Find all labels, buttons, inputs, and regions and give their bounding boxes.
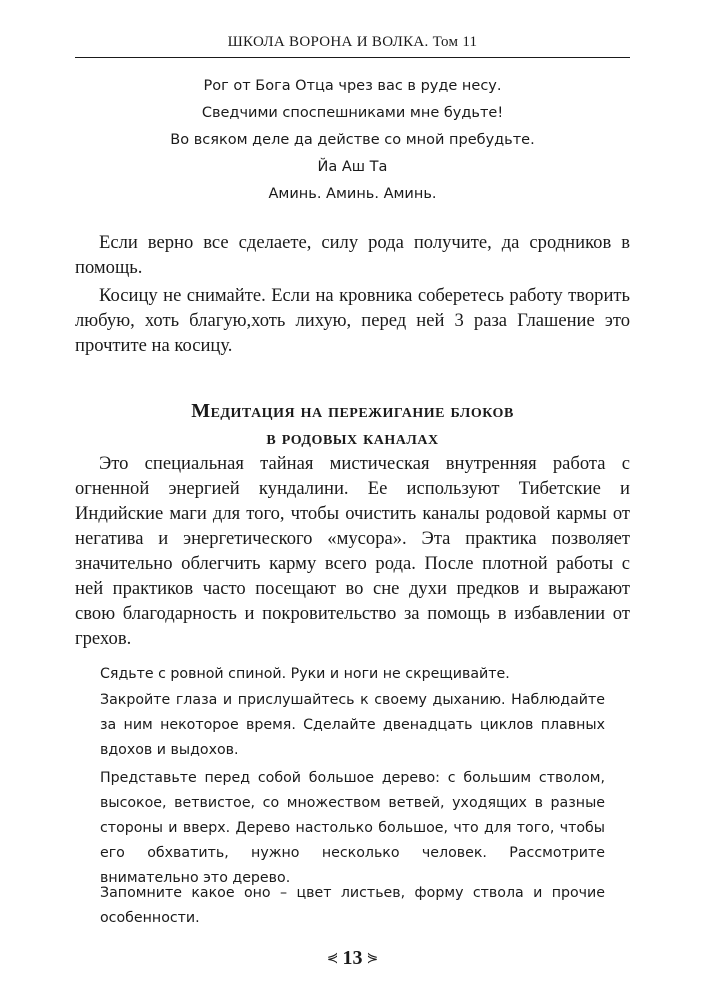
instruction-text: Закройте глаза и прислушайтесь к своему дыханию. Наблюдайте за ним некоторое время. Сделайте двенадцать циклов плавных вдохов и выдохов. (100, 692, 605, 758)
intro-paragraph-1 (75, 230, 630, 280)
instruction-text: Сядьте с ровной спиной. Руки и ноги не скрещивайте. (100, 666, 510, 682)
header-divider (75, 57, 630, 58)
poem-line: Сведчими споспешниками мне будьте! (201, 105, 504, 121)
instruction-item (100, 688, 605, 763)
instruction-item (100, 766, 605, 891)
paragraph-text: Если верно все сделаете, силу рода получите, да сродников в помощь. (75, 232, 630, 278)
ornament-right-icon: ⋟ (366, 951, 379, 966)
intro-paragraph-2 (75, 283, 630, 358)
section-paragraph (75, 451, 630, 651)
paragraph-text: Косицу не снимайте. Если на кровника соберетесь работу творить любую, хоть благую,хоть лихую, перед ней 3 раза Глашение это прочтите на косицу. (75, 285, 630, 356)
poem-line: Аминь. Аминь. Аминь. (268, 186, 437, 202)
instruction-text: Представьте перед собой большое дерево: с большим стволом, высокое, ветвистое, со множеством ветвей, уходящих в разные стороны и вверх. Дерево настолько большое, что для того, чтобы его обхватить, нужно несколько человек. Рассмотрите внимательно это дерево. (100, 770, 605, 886)
instruction-item (100, 662, 605, 687)
page-number-text: 13 (342, 947, 363, 969)
paragraph-text: Это специальная тайная мистическая внутренняя работа с огненной энергией кундалини. Ее используют Тибетские и Индийские маги для того, чтобы очистить каналы родовой кармы от негатива и энергетического «мусора». Эта практика позволяет значительно облегчить карму всего рода. После плотной работы с ней практиков часто посещают во сне духи предков и выражают свою благодарность и покровительство за помощь в избавлении от грехов. (75, 453, 630, 649)
poem-line: Рог от Бога Отца чрез вас в руде несу. (203, 78, 502, 94)
section-heading (75, 398, 630, 452)
section-heading-line-1: Медитация на пережигание блоков (191, 400, 514, 422)
poem-block (75, 73, 630, 208)
page-number (0, 947, 705, 970)
poem-line: Йа Аш Та (317, 159, 388, 175)
ornament-left-icon: ⋞ (326, 951, 339, 966)
poem-line: Во всяком деле да действе со мной пребудьте. (170, 132, 535, 148)
running-header: ШКОЛА ВОРОНА И ВОЛКА. Том 11 (227, 34, 478, 50)
instruction-text: Запомните какое оно – цвет листьев, форму ствола и прочие особенности. (100, 885, 605, 926)
section-heading-line-2: в родовых каналах (266, 427, 439, 449)
instruction-item (100, 881, 605, 931)
